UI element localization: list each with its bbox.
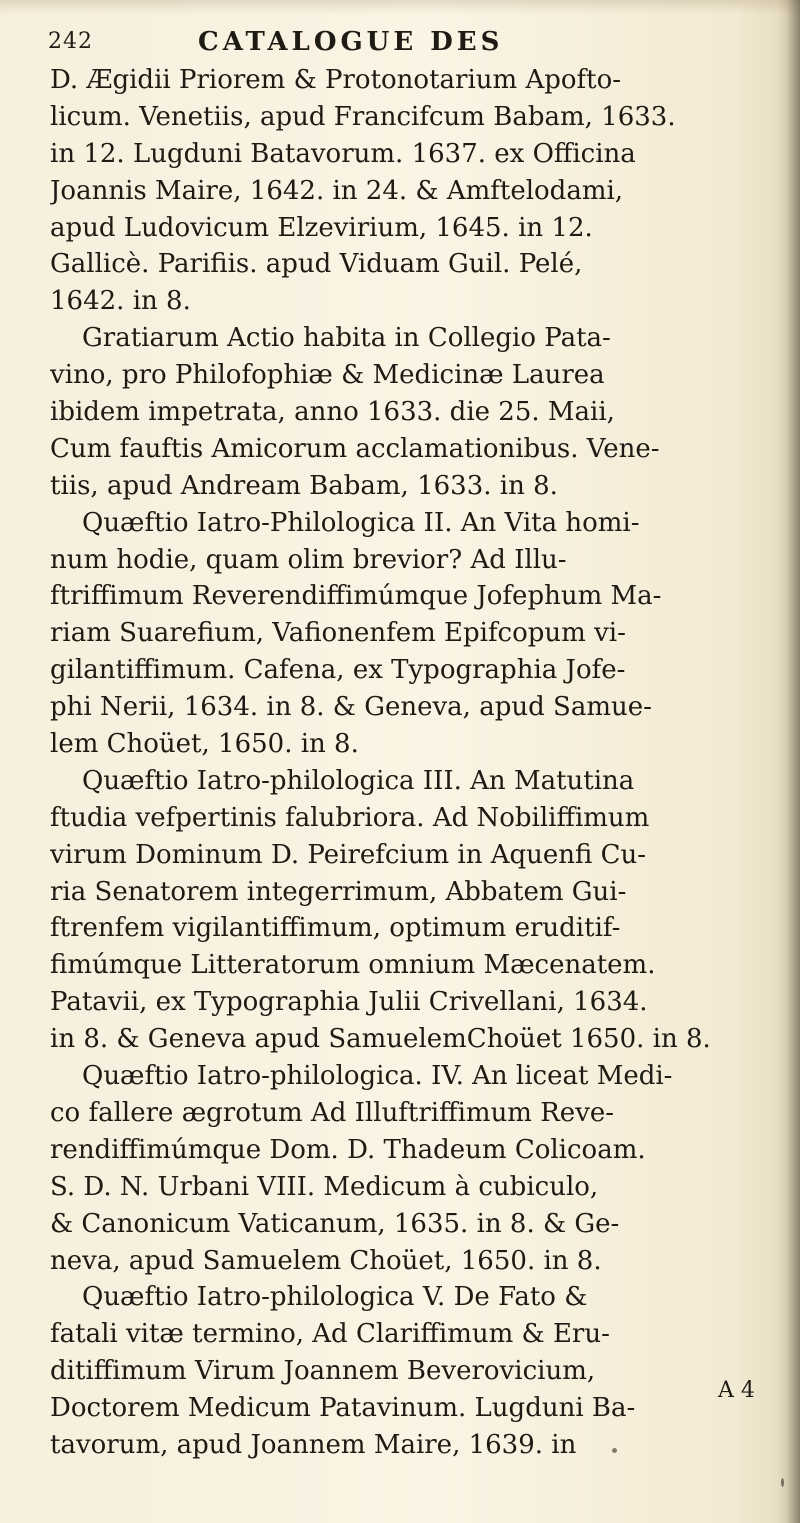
page-number: 242 bbox=[48, 29, 93, 54]
text-line: Gallicè. Parifiis. apud Viduam Guil. Pelé, bbox=[50, 249, 583, 280]
text-line: vino, pro Philofophiæ & Medicinæ Laurea bbox=[50, 360, 605, 391]
text-line: & Canonicum Vaticanum, 1635. in 8. & Ge- bbox=[50, 1208, 620, 1239]
text-line: Joannis Maire, 1642. in 24. & Amftelodami, bbox=[50, 175, 624, 206]
text-line: S. D. N. Urbani VIII. Medicum à cubiculo, bbox=[50, 1171, 599, 1202]
text-line: ftudia vefpertinis falubriora. Ad Nobiliffimum bbox=[50, 802, 650, 833]
text-line: fatali vitæ termino, Ad Clariffimum & Eru- bbox=[50, 1319, 610, 1350]
page-binding-edge bbox=[778, 0, 800, 1523]
text-line: in 8. & Geneva apud SamuelemChoüet 1650. in 8. bbox=[50, 1024, 711, 1055]
text-line: fimúmque Litteratorum omnium Mæcenatem. bbox=[50, 950, 656, 981]
text-line: co fallere ægrotum Ad Illuftriffimum Reve- bbox=[50, 1097, 615, 1128]
text-line: lem Choüet, 1650. in 8. bbox=[50, 729, 359, 760]
text-line: rendiffimúmque Dom. D. Thadeum Colicoam. bbox=[50, 1134, 646, 1165]
text-line: licum. Venetiis, apud Francifcum Babam, 1633. bbox=[50, 101, 676, 132]
page-header bbox=[48, 22, 688, 62]
signature-mark: A 4 bbox=[718, 1378, 755, 1403]
ink-speck bbox=[612, 1448, 617, 1453]
text-line: virum Dominum D. Peirefcium in Aquenfi Cu- bbox=[50, 839, 647, 870]
running-head: CATALOGUE DES bbox=[198, 27, 504, 57]
text-line: apud Ludovicum Elzevirium, 1645. in 12. bbox=[50, 212, 593, 243]
text-line: gilantiffimum. Cafena, ex Typographia Jofe- bbox=[50, 655, 626, 686]
text-line: in 12. Lugduni Batavorum. 1637. ex Officina bbox=[50, 138, 636, 169]
text-line: Gratiarum Actio habita in Collegio Pata- bbox=[82, 323, 611, 354]
text-line: Quæftio Iatro-philologica. IV. An liceat Medi- bbox=[82, 1061, 673, 1092]
text-line: ftriffimum Reverendiffimúmque Jofephum Ma- bbox=[50, 581, 662, 612]
text-line: tiis, apud Andream Babam, 1633. in 8. bbox=[50, 470, 558, 501]
text-line: Quæftio Iatro-philologica III. An Matutina bbox=[82, 765, 635, 796]
text-line: phi Nerii, 1634. in 8. & Geneva, apud Samue- bbox=[50, 692, 652, 723]
text-line: ftrenfem vigilantiffimum, optimum eruditif- bbox=[50, 913, 621, 944]
text-line: 1642. in 8. bbox=[50, 286, 191, 317]
text-line: Cum fauftis Amicorum acclamationibus. Vene- bbox=[50, 433, 660, 464]
text-line: Patavii, ex Typographia Julii Crivellani, 1634. bbox=[50, 987, 648, 1018]
text-line: tavorum, apud Joannem Maire, 1639. in bbox=[50, 1429, 577, 1460]
text-line: ria Senatorem integerrimum, Abbatem Gui- bbox=[50, 876, 627, 907]
text-line: Quæftio Iatro-Philologica II. An Vita homi- bbox=[82, 507, 640, 538]
text-line: D. Ægidii Priorem & Protonotarium Apofto- bbox=[50, 65, 622, 95]
text-line: riam Suarefium, Vafionenfem Epifcopum vi- bbox=[50, 618, 626, 649]
page-top-shadow bbox=[0, 0, 800, 14]
text-line: Doctorem Medicum Patavinum. Lugduni Ba- bbox=[50, 1393, 636, 1424]
text-line: ditiffimum Virum Joannem Beverovicium, bbox=[50, 1356, 596, 1387]
text-line: num hodie, quam olim brevior? Ad Illu- bbox=[50, 544, 567, 575]
text-line: Quæftio Iatro-philologica V. De Fato & bbox=[82, 1282, 588, 1313]
text-line: neva, apud Samuelem Choüet, 1650. in 8. bbox=[50, 1245, 602, 1276]
catalogue-text-block bbox=[50, 62, 762, 1464]
ink-speck bbox=[781, 1478, 784, 1487]
text-line: ibidem impetrata, anno 1633. die 25. Maii, bbox=[50, 397, 615, 428]
